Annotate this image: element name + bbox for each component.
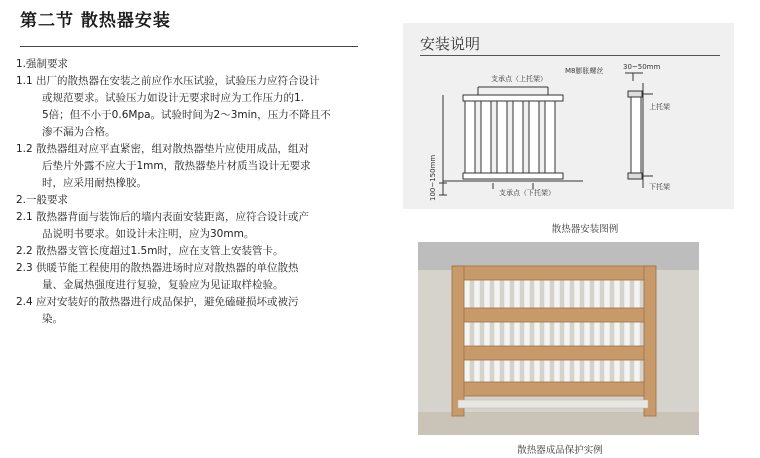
text-line: 2.1 散热器背面与装饰后的墙内表面安装距离，应符合设计或产 [16, 211, 310, 223]
text-line: 5倍；但不小于0.6Mpa。试验时间为2～3min，压力不降且不 [42, 109, 331, 121]
radiator-front-view [439, 87, 583, 195]
text-line: 2.3 供暖节能工程使用的散热器进场时应对散热器的单位散热 [16, 262, 299, 274]
label-lower-bracket: 下托架 [649, 183, 670, 191]
photo-illustration [418, 242, 699, 435]
text-line: 或规范要求。试验压力如设计无要求时应为工作压力的1. [42, 92, 305, 104]
label-upper-bracket: 上托架 [649, 103, 670, 111]
text-line: 2.4 应对安装好的散热器进行成品保护，避免磕碰损坏或被污 [16, 296, 299, 308]
text-line: 1.1 出厂的散热器在安装之前应作水压试验，试验压力应符合设计 [16, 75, 320, 87]
title-divider [20, 46, 358, 47]
text-line: 渗不漏为合格。 [42, 126, 116, 138]
label-gap: 30~50mm [623, 63, 661, 71]
protection-photo [418, 242, 699, 435]
label-height: 100~150mm [429, 154, 437, 201]
label-support-top: 支承点（上托架） [491, 75, 547, 83]
photo-caption: 散热器成品保护实例 [517, 445, 603, 456]
heading-general: 2.一般要求 [16, 194, 69, 206]
label-support-bottom: 支承点（下托架） [499, 189, 555, 197]
radiator-side-view [625, 73, 653, 188]
diagram-title: 安装说明 [420, 35, 481, 53]
text-line: 1.2 散热器组对应平直紧密，组对散热器垫片应使用成品，组对 [16, 143, 310, 155]
text-line: 2.2 散热器支管长度超过1.5m时，应在支管上安装管卡。 [16, 245, 284, 257]
label-bolt: M8膨胀螺丝 [565, 67, 604, 75]
diagram-caption: 散热器安装图例 [551, 224, 619, 235]
installation-diagram [403, 23, 734, 209]
text-line: 染。 [42, 313, 63, 325]
text-line: 品说明书要求。如设计未注明，应为30mm。 [42, 228, 255, 240]
section-title: 第二节 散热器安装 [20, 11, 171, 31]
text-line: 量、金属热强度进行复验，复验应为见证取样检验。 [42, 279, 284, 291]
text-line: 时，应采用耐热橡胶。 [42, 177, 147, 189]
heading-mandatory: 1.强制要求 [16, 58, 69, 70]
diagram-drawing [403, 23, 734, 209]
text-line: 后垫片外露不应大于1mm，散热器垫片材质当设计无要求 [42, 160, 311, 172]
body-text [16, 56, 366, 328]
